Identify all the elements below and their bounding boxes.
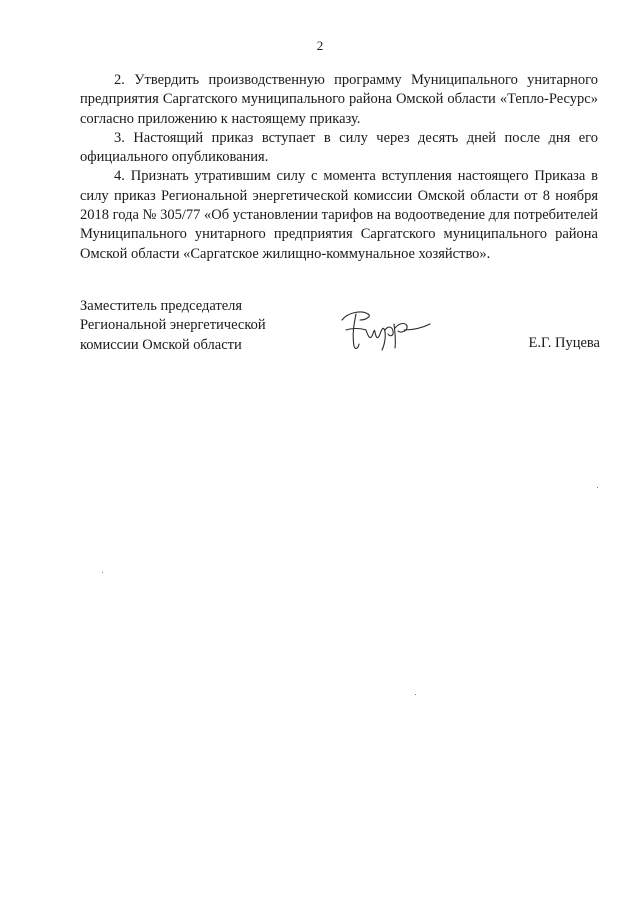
signatory-title xyxy=(80,297,266,355)
paragraph-item-3: 3. Настоящий приказ вступает в силу через десять дней после дня его официального опубликования. xyxy=(80,129,598,166)
signatory-title-line-3: комиссии Омской области xyxy=(80,336,242,353)
page-number: 2 xyxy=(316,38,324,53)
scan-speck xyxy=(102,572,103,573)
scan-speck xyxy=(415,694,416,695)
document-body xyxy=(80,71,598,264)
paragraph-item-4: 4. Признать утратившим силу с момента вступления настоящего Приказа в силу приказ Региональной энергетической комиссии Омской области от 8 ноября 2018 года № 305/77 «Об установлении тарифов на водоотведение для потребителей Муниципального унитарного предприятия Саргатского муниципального района Омской области «Саргатское жилищно-коммунальное хозяйство». xyxy=(80,168,598,262)
signatory-title-line-1: Заместитель председателя xyxy=(80,298,243,314)
paragraph-item-2: 2. Утвердить производственную программу Муниципального унитарного предприятия Саргатского муниципального района Омской области «Тепло-Ресурс» согласно приложению к настоящему приказу. xyxy=(80,72,598,127)
signer-name: Е.Г. Пуцева xyxy=(528,335,600,351)
signatory-title-line-2: Региональной энергетической xyxy=(80,317,266,334)
scan-speck xyxy=(597,487,598,488)
handwritten-signature xyxy=(338,306,434,354)
